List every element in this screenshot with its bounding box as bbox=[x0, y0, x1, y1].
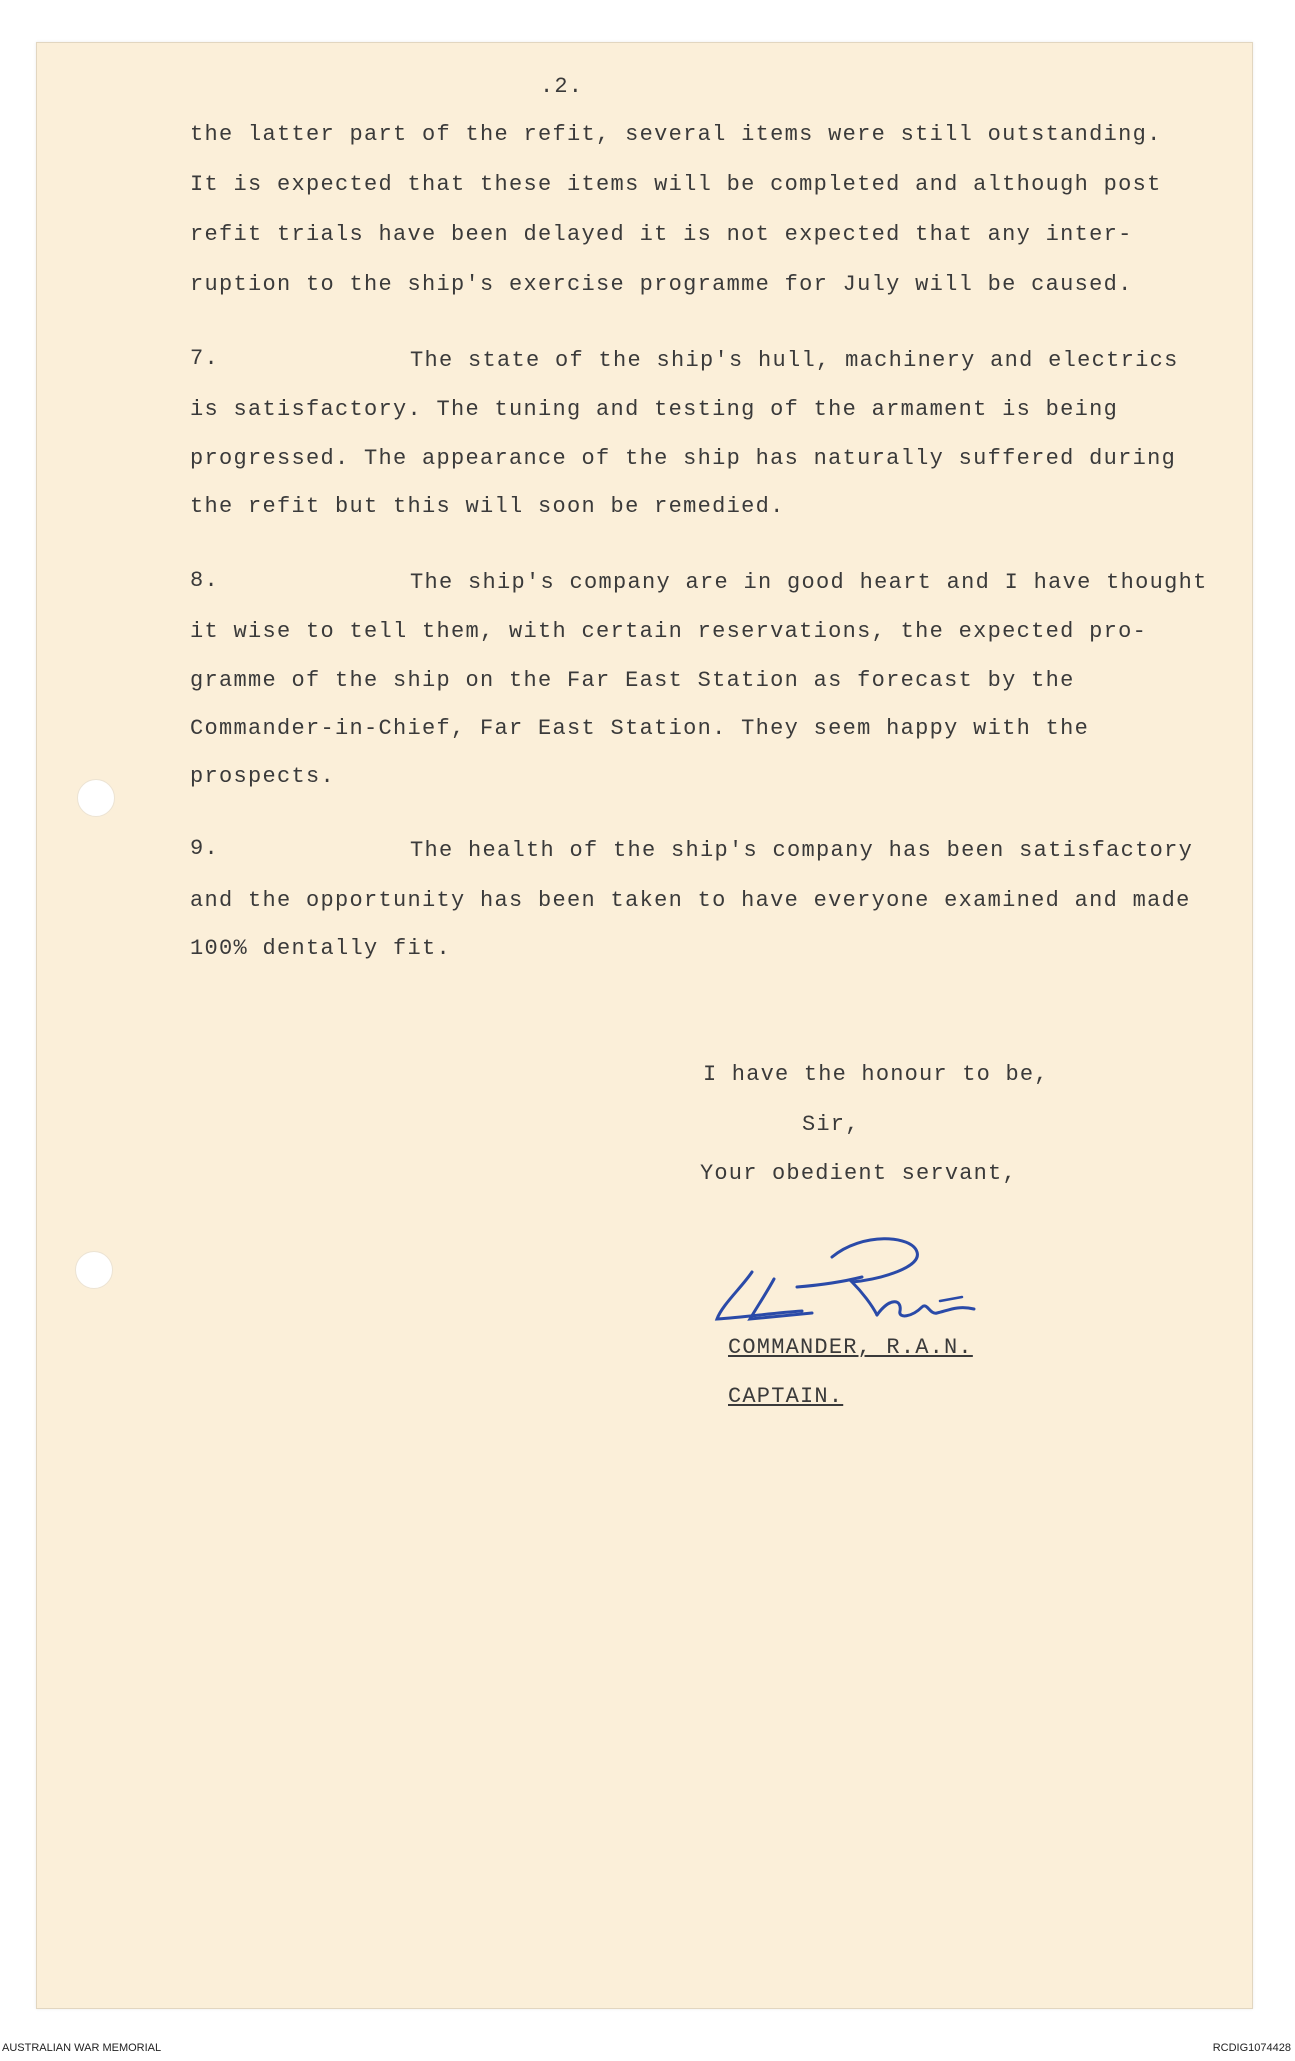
paragraph-number: 8. bbox=[190, 568, 220, 593]
opening-line: It is expected that these items will be completed and although post bbox=[190, 172, 1162, 197]
closing-line: I have the honour to be, bbox=[703, 1062, 1049, 1087]
opening-line: ruption to the ship's exercise programme for July will be caused. bbox=[190, 272, 1133, 297]
paragraph-line: Commander-in-Chief, Far East Station. They seem happy with the bbox=[190, 716, 1090, 741]
paragraph-line: The ship's company are in good heart and I have thought bbox=[410, 570, 1208, 595]
opening-line: the latter part of the refit, several items were still outstanding. bbox=[190, 122, 1162, 147]
footer-id: RCDIG1074428 bbox=[1212, 2042, 1291, 2054]
paragraph-line: the refit but this will soon be remedied. bbox=[190, 494, 785, 519]
page-number: .2. bbox=[540, 74, 584, 99]
closing-salutation: Sir, bbox=[802, 1112, 860, 1137]
closing-line: Your obedient servant, bbox=[700, 1161, 1017, 1186]
punch-hole-upper bbox=[77, 779, 115, 817]
paragraph-number: 9. bbox=[190, 836, 220, 861]
signature-title: CAPTAIN. bbox=[728, 1384, 844, 1409]
footer-source: AUSTRALIAN WAR MEMORIAL bbox=[2, 2042, 162, 2054]
opening-line: refit trials have been delayed it is not expected that any inter- bbox=[190, 222, 1133, 247]
document-page bbox=[36, 42, 1253, 2009]
paragraph-line: gramme of the ship on the Far East Station as forecast by the bbox=[190, 668, 1075, 693]
paragraph-line: progressed. The appearance of the ship has naturally suffered during bbox=[190, 446, 1177, 471]
paragraph-line: prospects. bbox=[190, 764, 336, 789]
paragraph-line: is satisfactory. The tuning and testing of the armament is being bbox=[190, 397, 1119, 422]
paragraph-number: 7. bbox=[190, 346, 220, 371]
punch-hole-lower bbox=[75, 1251, 113, 1289]
signature-rank: COMMANDER, R.A.N. bbox=[728, 1335, 973, 1360]
paragraph-line: it wise to tell them, with certain reservations, the expected pro- bbox=[190, 619, 1148, 644]
paragraph-line: The state of the ship's hull, machinery and electrics bbox=[410, 348, 1179, 373]
paragraph-line: The health of the ship's company has been satisfactory bbox=[410, 838, 1194, 863]
paragraph-line: 100% dentally fit. bbox=[190, 936, 452, 961]
signature bbox=[712, 1227, 982, 1337]
paragraph-line: and the opportunity has been taken to have everyone examined and made bbox=[190, 888, 1191, 913]
